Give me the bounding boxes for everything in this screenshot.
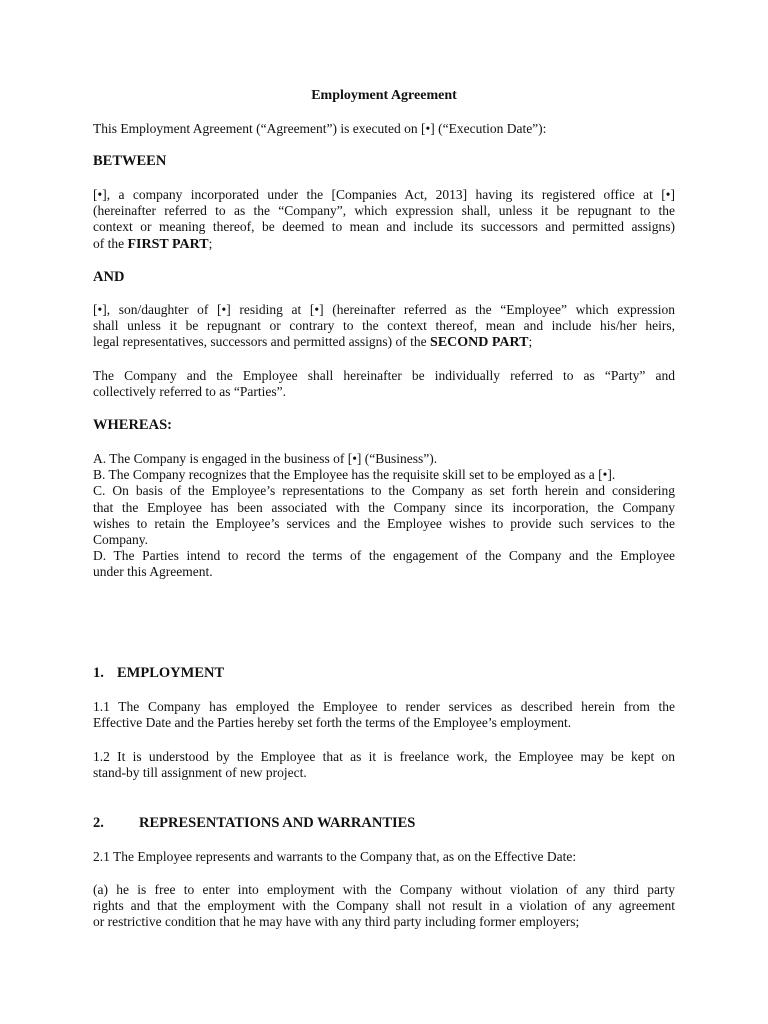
- company-line-4: [93, 236, 675, 253]
- intro-paragraph: [93, 121, 675, 137]
- employee-line-2: shall unless it be repugnant or contrary to the context thereof, mean and include his/her heirs,: [93, 318, 675, 334]
- whereas-item-c-line-1: C. On basis of the Employee’s representations to the Company as set forth herein and considering: [93, 483, 675, 499]
- section-1-title: EMPLOYMENT: [117, 665, 225, 681]
- clause-1-1-line-1: 1.1 The Company has employed the Employee to render services as described herein from the: [93, 699, 675, 714]
- clause-1-1: [93, 699, 675, 731]
- whereas-item-c-line-4: Company.: [93, 532, 148, 548]
- intro-line: This Employment Agreement (“Agreement”) is executed on [•] (“Execution Date”):: [93, 121, 547, 136]
- between-heading: BETWEEN: [93, 153, 167, 169]
- employee-line-3-pre: legal representatives, successors and permitted assigns) of the: [93, 334, 431, 350]
- clause-1-2: [93, 749, 675, 781]
- clause-2-1-a-line-2: rights and that the employment with the Company shall not result in a violation of any agreement: [93, 898, 675, 914]
- company-line-4-pre: of the: [93, 235, 128, 251]
- company-line-1: [•], a company incorporated under the [Companies Act, 2013] having its registered office at [•]: [93, 187, 675, 202]
- clause-2-1-a-line-1: (a) he is free to enter into employment with the Company without violation of any third party: [93, 882, 675, 897]
- clause-1-1-line-2: Effective Date and the Parties hereby set forth the terms of the Employee’s employment.: [93, 715, 572, 731]
- clause-1-2-line-1: 1.2 It is understood by the Employee that as it is freelance work, the Employee may be kept on: [93, 749, 675, 764]
- employee-paragraph: [93, 302, 675, 352]
- company-line-2: (hereinafter referred to as the “Company”, which expression shall, unless it be repugnant to the: [93, 203, 675, 219]
- company-line-3: context or meaning thereof, be deemed to mean and include its successors and permitted assigns): [93, 219, 675, 235]
- whereas-item-d-line-1: D. The Parties intend to record the terms of the engagement of the Company and the Employee: [93, 548, 675, 564]
- whereas-item-c-line-3: wishes to retain the Employee’s services and the Employee wishes to provide such services to the: [93, 515, 675, 531]
- whereas-item-d-line-2: under this Agreement.: [93, 564, 213, 580]
- company-line-4-post: ;: [208, 235, 213, 251]
- company-paragraph: [93, 187, 675, 253]
- whereas-item-c-line-2: that the Employee has been associated with the Company since its incorporation, the Company: [93, 499, 675, 515]
- whereas-item-b: B. The Company recognizes that the Employee has the requisite skill set to be employed as a [•].: [93, 467, 616, 483]
- whereas-item-a: A. The Company is engaged in the business of [•] (“Business”).: [93, 451, 438, 466]
- clause-2-1-a: [93, 882, 675, 931]
- parties-line-2: collectively referred to as “Parties”.: [93, 384, 287, 400]
- section-1-number: 1.: [93, 665, 104, 681]
- section-2-title: REPRESENTATIONS AND WARRANTIES: [139, 815, 416, 831]
- employee-line-3: [93, 334, 675, 351]
- employee-line-1: [•], son/daughter of [•] residing at [•] (hereinafter referred as the “Employee” which expression: [93, 302, 675, 317]
- second-part-label: SECOND PART: [430, 335, 529, 351]
- whereas-list: [93, 451, 675, 581]
- section-1-heading: [93, 664, 224, 682]
- parties-line-1: The Company and the Employee shall hereinafter be individually referred to as “Party” and: [93, 368, 675, 383]
- section-2-number: 2.: [93, 815, 104, 831]
- clause-2-1-line: 2.1 The Employee represents and warrants to the Company that, as on the Effective Date:: [93, 849, 577, 864]
- and-heading: AND: [93, 269, 125, 285]
- clause-2-1: [93, 849, 675, 865]
- clause-1-2-line-2: stand-by till assignment of new project.: [93, 765, 307, 781]
- parties-paragraph: [93, 368, 675, 400]
- whereas-heading: WHEREAS:: [93, 417, 172, 433]
- clause-2-1-a-line-3: or restrictive condition that he may have with any third party including former employers;: [93, 914, 580, 930]
- first-part-label: FIRST PART: [127, 236, 209, 252]
- employee-line-3-post: ;: [528, 334, 533, 350]
- section-2-heading: [93, 814, 415, 832]
- document-title: Employment Agreement: [311, 88, 457, 103]
